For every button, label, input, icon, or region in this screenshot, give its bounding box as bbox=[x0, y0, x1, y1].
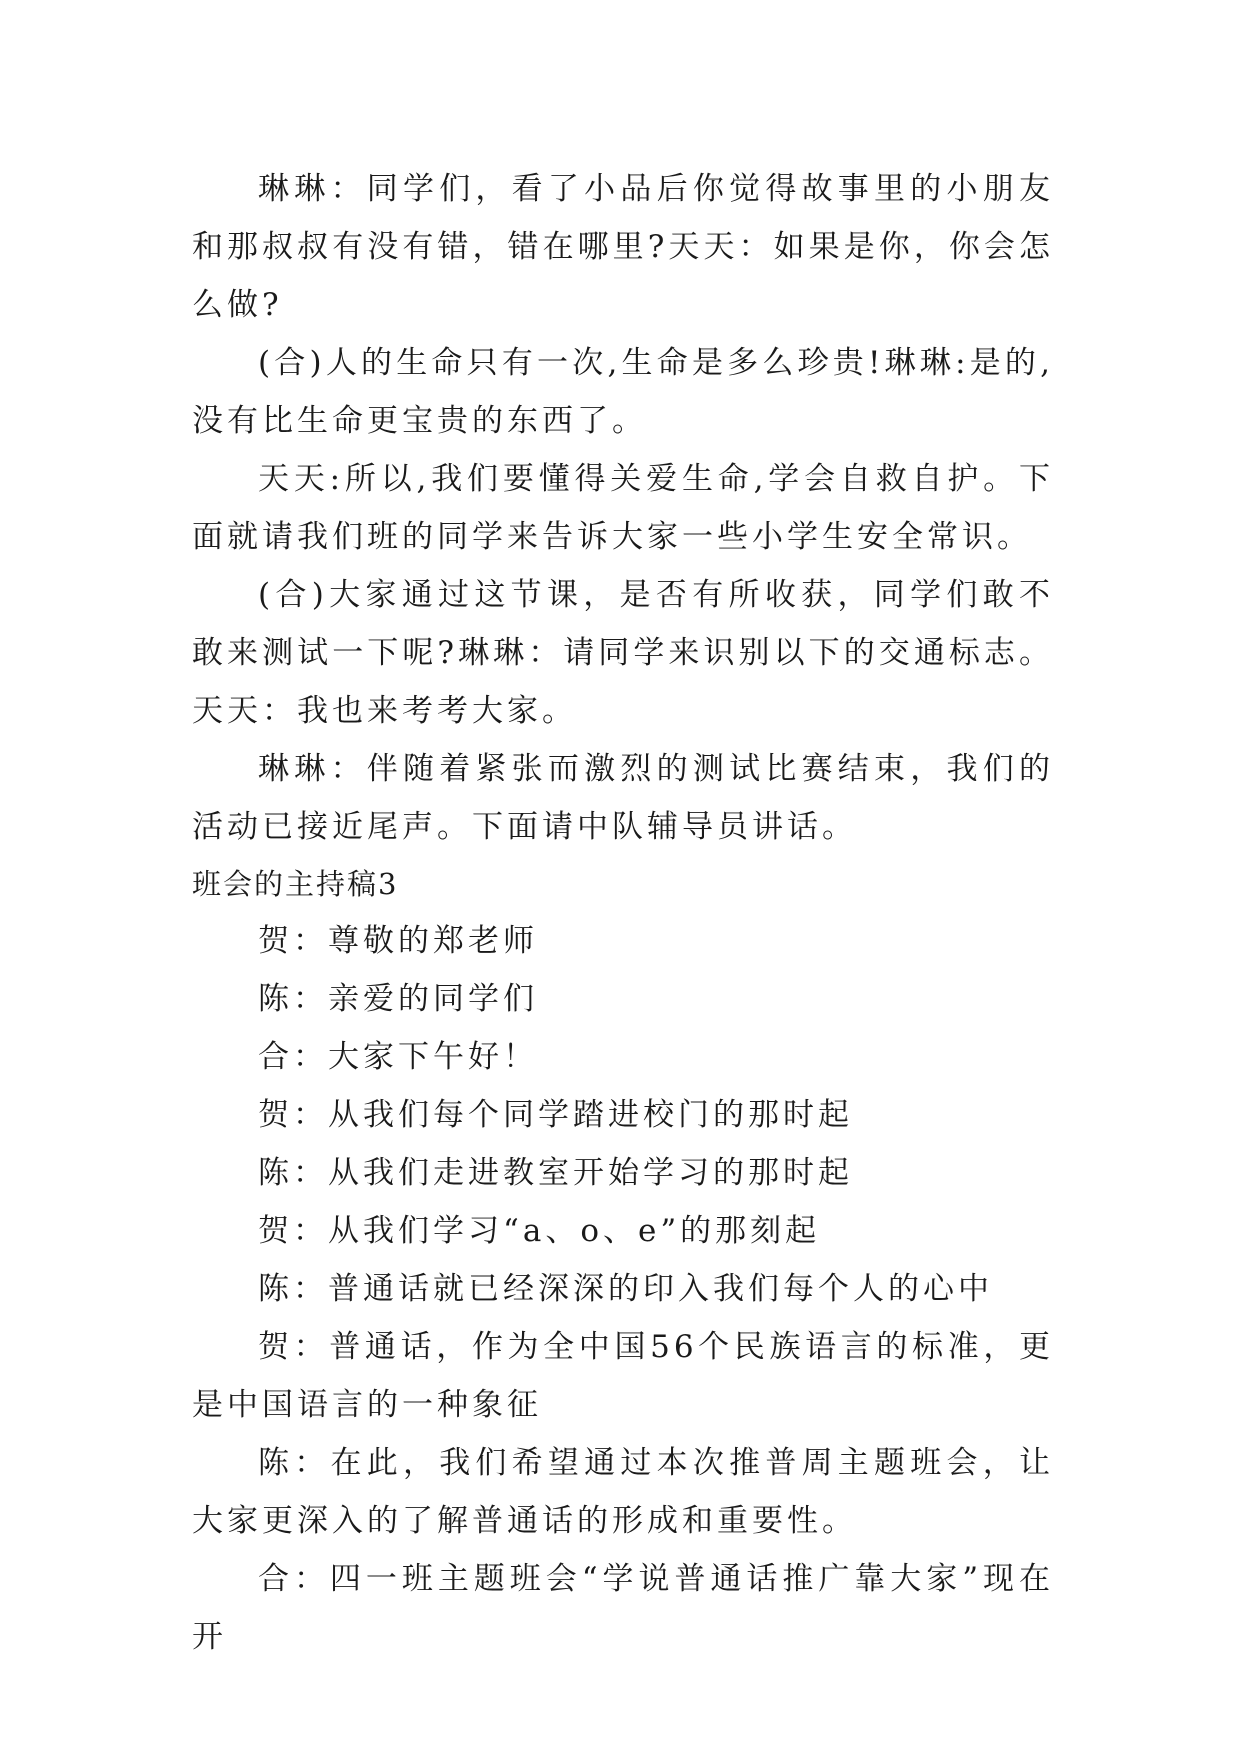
dialogue-line: 贺：从我们学习“a、o、e”的那刻起 bbox=[258, 1213, 821, 1249]
paragraph: 贺：普通话，作为全中国56个民族语言的标准，更是中国语言的一种象征 bbox=[192, 1329, 1054, 1423]
paragraph: (合)人的生命只有一次,生命是多么珍贵!琳琳:是的,没有比生命更宝贵的东西了。 bbox=[192, 345, 1054, 439]
section-title: 班会的主持稿3 bbox=[192, 867, 399, 901]
paragraph: 天天:所以,我们要懂得关爱生命,学会自救自护。下面就请我们班的同学来告诉大家一些小学生安全常识。 bbox=[192, 461, 1054, 555]
document-page bbox=[192, 160, 1054, 1666]
paragraph: 合：四一班主题班会“学说普通话推广靠大家”现在开 bbox=[192, 1561, 1054, 1655]
dialogue-line: 合：大家下午好！ bbox=[258, 1039, 538, 1075]
paragraph: 陈：在此，我们希望通过本次推普周主题班会，让大家更深入的了解普通话的形成和重要性。 bbox=[192, 1445, 1054, 1539]
paragraph: 琳琳：同学们，看了小品后你觉得故事里的小朋友和那叔叔有没有错，错在哪里?天天：如果是你，你会怎么做? bbox=[192, 171, 1054, 323]
dialogue-line: 贺：从我们每个同学踏进校门的那时起 bbox=[258, 1097, 853, 1133]
dialogue-line: 陈：普通话就已经深深的印入我们每个人的心中 bbox=[258, 1271, 993, 1307]
paragraph: (合)大家通过这节课，是否有所收获，同学们敢不敢来测试一下呢?琳琳：请同学来识别以下的交通标志。天天：我也来考考大家。 bbox=[192, 577, 1054, 729]
dialogue-line: 贺：尊敬的郑老师 bbox=[258, 923, 538, 959]
dialogue-line: 陈：从我们走进教室开始学习的那时起 bbox=[258, 1155, 853, 1191]
dialogue-line: 陈：亲爱的同学们 bbox=[258, 981, 538, 1017]
paragraph: 琳琳：伴随着紧张而激烈的测试比赛结束，我们的活动已接近尾声。下面请中队辅导员讲话。 bbox=[192, 751, 1054, 845]
